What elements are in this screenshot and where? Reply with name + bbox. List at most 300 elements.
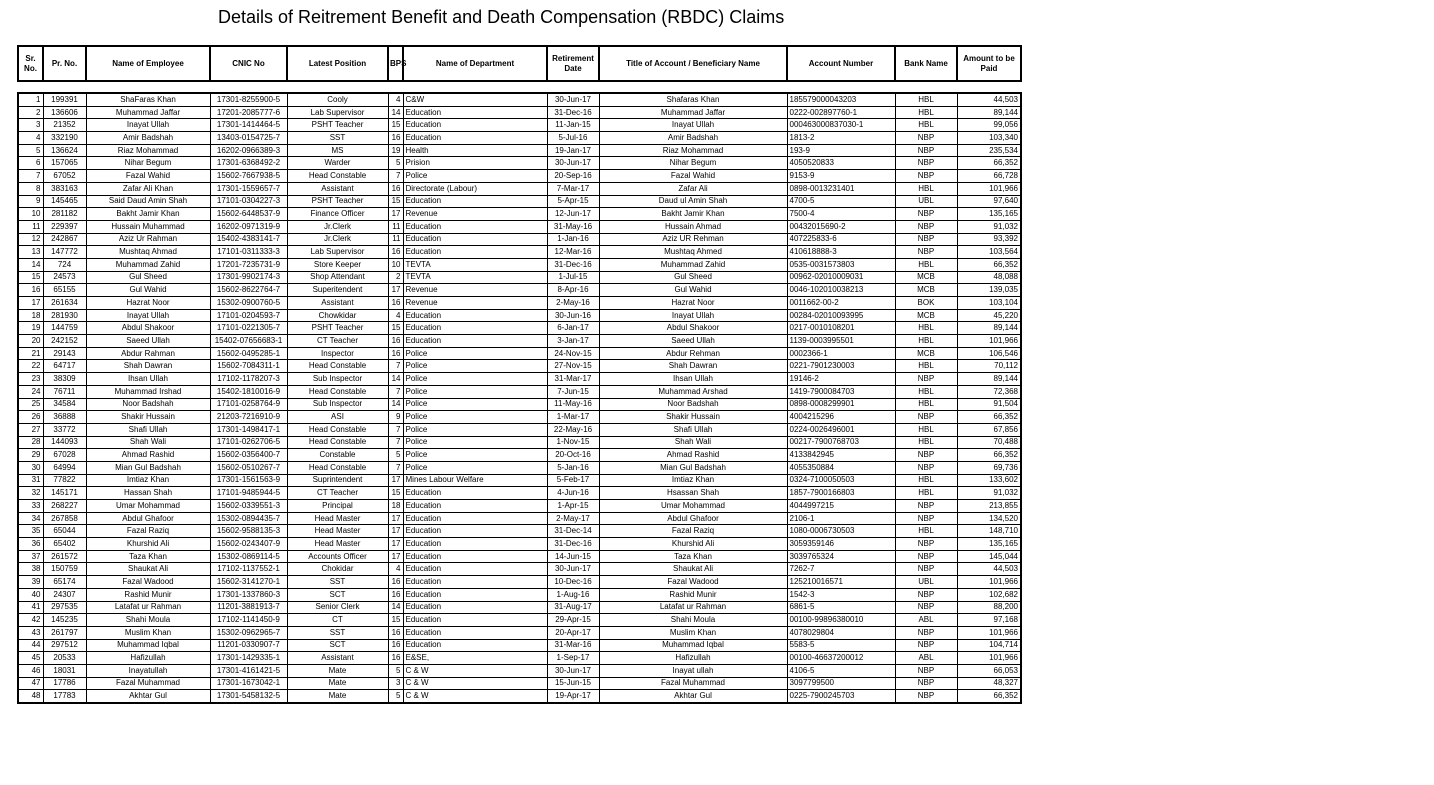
col-account-number-cell: 193-9: [787, 144, 895, 157]
col-department-cell: C & W: [403, 677, 547, 690]
col-pr-no-cell: 65044: [43, 525, 86, 538]
col-bps-cell: 3: [388, 677, 403, 690]
col-position-cell: Head Constable: [287, 360, 388, 373]
col-account-number-cell: 4106-5: [787, 664, 895, 677]
col-employee-name-cell: Abdur Rahman: [86, 347, 210, 360]
col-sr-no-cell: 35: [18, 525, 43, 538]
col-account-title-cell: Khurshid Ali: [599, 538, 787, 551]
col-account-title-cell: Mushtaq Ahmed: [599, 246, 787, 259]
col-bps-cell: 7: [388, 461, 403, 474]
col-cnic-cell: 15602-6448537-9: [210, 208, 287, 221]
col-bank-cell: HBL: [895, 474, 957, 487]
col-position-cell: Senior Clerk: [287, 601, 388, 614]
table-row: [18, 588, 1021, 601]
col-bps-cell: 17: [388, 550, 403, 563]
col-amount-cell: 66,352: [957, 690, 1021, 703]
col-pr-no-cell: 145465: [43, 195, 86, 208]
col-account-title-cell: Shakir Hussain: [599, 411, 787, 424]
col-account-title-cell: Muslim Khan: [599, 626, 787, 639]
col-retirement-date-cell: 1-Nov-15: [547, 436, 599, 449]
col-cnic-cell: 17101-0262706-5: [210, 436, 287, 449]
col-bank-cell: NBP: [895, 461, 957, 474]
col-account-title-cell: Shah Dawran: [599, 360, 787, 373]
col-amount-cell: 45,220: [957, 309, 1021, 322]
col-bps-cell: 15: [388, 322, 403, 335]
col-bps-cell: 16: [388, 626, 403, 639]
col-account-number-cell: 0224-0026496001: [787, 423, 895, 436]
col-retirement-date-cell: 12-Jun-17: [547, 208, 599, 221]
col-pr-no-cell: 64994: [43, 461, 86, 474]
col-sr-no-cell: 13: [18, 246, 43, 259]
table-row: [18, 385, 1021, 398]
col-bps-cell: 10: [388, 258, 403, 271]
col-employee-name-cell: Gul Sheed: [86, 271, 210, 284]
col-account-title-cell: Shafaras Khan: [599, 93, 787, 106]
col-account-number-cell: 00217-7900768703: [787, 436, 895, 449]
col-amount-cell: 101,966: [957, 335, 1021, 348]
col-employee-name-cell: ShaFaras Khan: [86, 93, 210, 106]
col-account-number-cell: 0898-0008299901: [787, 398, 895, 411]
col-department-cell: TEVTA: [403, 258, 547, 271]
col-pr-no-cell: 242867: [43, 233, 86, 246]
col-amount-cell: 97,640: [957, 195, 1021, 208]
col-pr-no-cell: 77822: [43, 474, 86, 487]
col-department-cell: Police: [403, 170, 547, 183]
col-sr-no-cell: 48: [18, 690, 43, 703]
col-bank-cell: NBP: [895, 500, 957, 513]
col-sr-no-cell: 25: [18, 398, 43, 411]
col-position-cell: Principal: [287, 500, 388, 513]
col-position-cell: PSHT Teacher: [287, 195, 388, 208]
col-bps-cell: 14: [388, 601, 403, 614]
table-row: [18, 500, 1021, 513]
col-bps-cell: 17: [388, 208, 403, 221]
col-position-cell: Head Constable: [287, 461, 388, 474]
col-employee-name-cell: Hassan Shah: [86, 487, 210, 500]
col-cnic-cell: 11201-3881913-7: [210, 601, 287, 614]
col-sr-no-cell: 16: [18, 284, 43, 297]
table-row: [18, 195, 1021, 208]
col-cnic-cell: 17301-4161421-5: [210, 664, 287, 677]
col-bank-cell: HBL: [895, 360, 957, 373]
col-account-title-cell: Nihar Begum: [599, 157, 787, 170]
col-account-title-cell: Fazal Muhammad: [599, 677, 787, 690]
col-employee-name-cell: Zafar Ali Khan: [86, 182, 210, 195]
col-account-number-cell: 4700-5: [787, 195, 895, 208]
col-amount-cell: 103,340: [957, 132, 1021, 145]
col-sr-no-cell: 44: [18, 639, 43, 652]
col-employee-name-cell: Shah Wali: [86, 436, 210, 449]
col-bps-cell: 15: [388, 119, 403, 132]
col-pr-no-cell: 332190: [43, 132, 86, 145]
table-row: [18, 347, 1021, 360]
col-account-number-cell: 19146-2: [787, 373, 895, 386]
col-amount-cell: 99,056: [957, 119, 1021, 132]
col-account-title-cell: Gul Sheed: [599, 271, 787, 284]
col-position-cell: Head Constable: [287, 385, 388, 398]
col-cnic-cell: 15402-4383141-7: [210, 233, 287, 246]
table-row: [18, 614, 1021, 627]
col-retirement-date-cell: 1-Jul-15: [547, 271, 599, 284]
col-amount-cell: 72,368: [957, 385, 1021, 398]
col-sr-no-cell: 42: [18, 614, 43, 627]
col-account-number-cell: 7262-7: [787, 563, 895, 576]
col-account-number-cell: 1813-2: [787, 132, 895, 145]
col-cnic-cell: 15602-0495285-1: [210, 347, 287, 360]
col-account-number-cell: 4044997215: [787, 500, 895, 513]
table-row: [18, 563, 1021, 576]
col-amount-cell: 104,714: [957, 639, 1021, 652]
col-bps-cell: 5: [388, 157, 403, 170]
col-employee-name-cell: Noor Badshah: [86, 398, 210, 411]
col-account-number-cell: 0221-7901230003: [787, 360, 895, 373]
table-row: [18, 601, 1021, 614]
col-sr-no-cell: 11: [18, 220, 43, 233]
col-employee-name-cell: Riaz Mohammad: [86, 144, 210, 157]
col-department-cell: Directorate (Labour): [403, 182, 547, 195]
col-retirement-date-cell: 29-Apr-15: [547, 614, 599, 627]
col-amount-cell: 91,032: [957, 220, 1021, 233]
col-department-cell: TEVTA: [403, 271, 547, 284]
table-row: [18, 373, 1021, 386]
col-employee-name-cell: Shahi Moula: [86, 614, 210, 627]
col-employee-name-cell: Ahmad Rashid: [86, 449, 210, 462]
col-employee-name-cell: Muhammad Zahid: [86, 258, 210, 271]
col-department-cell: Education: [403, 538, 547, 551]
col-account-number-cell: 4050520833: [787, 157, 895, 170]
col-account-title-cell: Abdul Ghafoor: [599, 512, 787, 525]
table-row: [18, 284, 1021, 297]
col-amount-cell: 145,044: [957, 550, 1021, 563]
col-account-number-cell: 4133842945: [787, 449, 895, 462]
col-bps-cell: 16: [388, 576, 403, 589]
col-amount-cell: 66,352: [957, 449, 1021, 462]
col-pr-no-cell: 38309: [43, 373, 86, 386]
col-cnic-cell: 15602-0243407-9: [210, 538, 287, 551]
table-row: [18, 258, 1021, 271]
col-pr-no-cell: 281930: [43, 309, 86, 322]
table-row: [18, 550, 1021, 563]
col-cnic-cell: 17301-1414464-5: [210, 119, 287, 132]
col-account-title-cell: Taza Khan: [599, 550, 787, 563]
col-employee-name-cell: Mushtaq Ahmad: [86, 246, 210, 259]
col-position-cell: Jr.Clerk: [287, 233, 388, 246]
col-position-cell: Shop Attendant: [287, 271, 388, 284]
col-bps-cell: 4: [388, 563, 403, 576]
col-retirement-date-cell: 19-Jan-17: [547, 144, 599, 157]
col-bank-cell: NBP: [895, 538, 957, 551]
table-row: [18, 309, 1021, 322]
col-bank-cell: NBP: [895, 373, 957, 386]
col-amount-cell: 135,165: [957, 208, 1021, 221]
col-sr-no-cell: 45: [18, 652, 43, 665]
col-account-title-cell: Inayat Ullah: [599, 119, 787, 132]
col-position-cell: Lab Supervisor: [287, 106, 388, 119]
col-retirement-date-cell: 31-Dec-16: [547, 258, 599, 271]
col-amount-cell: 103,104: [957, 297, 1021, 310]
col-cnic-cell: 15602-3141270-1: [210, 576, 287, 589]
col-employee-name-cell: Fazal Wahid: [86, 170, 210, 183]
col-amount-cell: 101,966: [957, 652, 1021, 665]
col-employee-name-cell: Muhammad Iqbal: [86, 639, 210, 652]
col-bps-cell: 15: [388, 195, 403, 208]
col-account-number-cell: 1857-7900166803: [787, 487, 895, 500]
col-account-number-cell: 0324-7100050503: [787, 474, 895, 487]
col-department-cell: E&SE,: [403, 652, 547, 665]
col-pr-no-cell: 20533: [43, 652, 86, 665]
col-position-cell: Head Constable: [287, 170, 388, 183]
col-pr-no-cell: 145171: [43, 487, 86, 500]
col-amount-cell: 91,032: [957, 487, 1021, 500]
col-account-number-cell: 9153-9: [787, 170, 895, 183]
col-bank-cell: HBL: [895, 322, 957, 335]
col-employee-name-cell: Shafi Ullah: [86, 423, 210, 436]
col-account-title-cell: Rashid Munir: [599, 588, 787, 601]
col-cnic-cell: 17301-9902174-3: [210, 271, 287, 284]
col-department-cell: C&W: [403, 93, 547, 106]
col-account-number-cell: 0217-0010108201: [787, 322, 895, 335]
col-cnic-cell: 17101-9485944-5: [210, 487, 287, 500]
col-bank-cell: HBL: [895, 106, 957, 119]
col-cnic-cell: 15602-7667938-5: [210, 170, 287, 183]
col-account-number-cell: 1419-7900084703: [787, 385, 895, 398]
col-account-number-cell: 4004215296: [787, 411, 895, 424]
table-row: [18, 538, 1021, 551]
col-pr-no-header: Pr. No.: [43, 46, 86, 81]
col-bps-cell: 7: [388, 436, 403, 449]
col-cnic-cell: 15402-07656683-1: [210, 335, 287, 348]
col-account-number-cell: 1542-3: [787, 588, 895, 601]
col-position-cell: SCT: [287, 639, 388, 652]
col-bps-cell: 16: [388, 246, 403, 259]
col-cnic-cell: 17301-1337860-3: [210, 588, 287, 601]
col-bank-cell: NBP: [895, 144, 957, 157]
col-retirement-date-cell: 1-Mar-17: [547, 411, 599, 424]
col-bank-cell: HBL: [895, 119, 957, 132]
col-cnic-cell: 17301-1559657-7: [210, 182, 287, 195]
col-department-cell: Education: [403, 220, 547, 233]
col-cnic-cell: 17102-1178207-3: [210, 373, 287, 386]
table-row: [18, 398, 1021, 411]
table-row: [18, 664, 1021, 677]
col-cnic-cell: 17301-1498417-1: [210, 423, 287, 436]
table-row: [18, 271, 1021, 284]
col-position-cell: Head Constable: [287, 423, 388, 436]
col-employee-name-cell: Amir Badshah: [86, 132, 210, 145]
col-amount-cell: 135,165: [957, 538, 1021, 551]
col-retirement-date-cell: 11-Jan-15: [547, 119, 599, 132]
col-employee-name-cell: Saeed Ullah: [86, 335, 210, 348]
col-employee-name-cell: Imtiaz Khan: [86, 474, 210, 487]
col-position-cell: Assistant: [287, 652, 388, 665]
col-position-cell: Finance Officer: [287, 208, 388, 221]
table-row: [18, 474, 1021, 487]
col-account-title-cell: Akhtar Gul: [599, 690, 787, 703]
col-amount-cell: 66,053: [957, 664, 1021, 677]
col-employee-name-cell: Rashid Munir: [86, 588, 210, 601]
col-bank-cell: NBP: [895, 563, 957, 576]
col-account-title-cell: Hazrat Noor: [599, 297, 787, 310]
col-department-cell: Police: [403, 360, 547, 373]
col-department-cell: Education: [403, 626, 547, 639]
col-account-number-cell: 0898-0013231401: [787, 182, 895, 195]
col-account-number-cell: 3097799500: [787, 677, 895, 690]
col-pr-no-cell: 64717: [43, 360, 86, 373]
col-account-number-cell: 1139-0003995501: [787, 335, 895, 348]
col-amount-cell: 44,503: [957, 563, 1021, 576]
col-amount-cell: 97,168: [957, 614, 1021, 627]
col-cnic-cell: 17102-1141450-9: [210, 614, 287, 627]
col-sr-no-cell: 40: [18, 588, 43, 601]
col-sr-no-cell: 39: [18, 576, 43, 589]
col-bps-cell: 7: [388, 385, 403, 398]
col-bank-cell: NBP: [895, 550, 957, 563]
col-account-title-cell: Muhammad Zahid: [599, 258, 787, 271]
col-bank-cell: NBP: [895, 588, 957, 601]
col-position-cell: Head Master: [287, 525, 388, 538]
col-position-cell: Sub Inspector: [287, 373, 388, 386]
col-employee-name-cell: Hussain Muhammad: [86, 220, 210, 233]
table-row: [18, 182, 1021, 195]
col-department-cell: Education: [403, 550, 547, 563]
col-amount-cell: 102,682: [957, 588, 1021, 601]
col-employee-name-cell: Ihsan Ullah: [86, 373, 210, 386]
col-account-number-cell: 00432015690-2: [787, 220, 895, 233]
col-cnic-cell: 17101-0311333-3: [210, 246, 287, 259]
col-bps-cell: 5: [388, 664, 403, 677]
col-employee-name-cell: Abdul Ghafoor: [86, 512, 210, 525]
table-row: [18, 132, 1021, 145]
col-bps-cell: 18: [388, 500, 403, 513]
col-sr-no-cell: 37: [18, 550, 43, 563]
table-row: [18, 411, 1021, 424]
col-employee-name-cell: Mian Gul Badshah: [86, 461, 210, 474]
col-employee-name-cell: Nihar Begum: [86, 157, 210, 170]
col-position-cell: Chowkidar: [287, 309, 388, 322]
table-row: [18, 93, 1021, 106]
col-account-title-cell: Shafi Ullah: [599, 423, 787, 436]
col-pr-no-cell: 199391: [43, 93, 86, 106]
col-sr-no-cell: 46: [18, 664, 43, 677]
col-department-cell: Police: [403, 373, 547, 386]
col-position-cell: Sub Inspector: [287, 398, 388, 411]
col-amount-cell: 93,392: [957, 233, 1021, 246]
col-pr-no-cell: 242152: [43, 335, 86, 348]
col-sr-no-cell: 22: [18, 360, 43, 373]
col-bps-cell: 17: [388, 284, 403, 297]
col-employee-name-cell: Inayatullah: [86, 664, 210, 677]
col-position-cell: CT: [287, 614, 388, 627]
col-position-cell: Mate: [287, 690, 388, 703]
col-pr-no-cell: 29143: [43, 347, 86, 360]
col-sr-no-cell: 5: [18, 144, 43, 157]
col-department-cell: Police: [403, 423, 547, 436]
col-employee-name-cell: Shakir Hussain: [86, 411, 210, 424]
col-pr-no-cell: 261634: [43, 297, 86, 310]
col-retirement-date-cell: 14-Jun-15: [547, 550, 599, 563]
col-cnic-cell: 17101-0221305-7: [210, 322, 287, 335]
col-cnic-cell: 15602-7084311-1: [210, 360, 287, 373]
col-sr-no-cell: 23: [18, 373, 43, 386]
col-bank-cell: HBL: [895, 423, 957, 436]
col-pr-no-cell: 261797: [43, 626, 86, 639]
col-bps-cell: 16: [388, 132, 403, 145]
col-cnic-cell: 11201-0330907-7: [210, 639, 287, 652]
col-department-cell: Education: [403, 601, 547, 614]
col-pr-no-cell: 144759: [43, 322, 86, 335]
col-sr-no-cell: 29: [18, 449, 43, 462]
col-bank-cell: NBP: [895, 220, 957, 233]
col-bank-cell: NBP: [895, 157, 957, 170]
col-sr-no-cell: 30: [18, 461, 43, 474]
col-account-number-cell: 0222-002897760-1: [787, 106, 895, 119]
col-cnic-cell: 15302-0869114-5: [210, 550, 287, 563]
col-bank-cell: NBP: [895, 208, 957, 221]
col-pr-no-cell: 24307: [43, 588, 86, 601]
table-row: [18, 106, 1021, 119]
col-account-title-cell: Ahmad Rashid: [599, 449, 787, 462]
col-sr-no-cell: 6: [18, 157, 43, 170]
col-account-title-header: Title of Account / Beneficiary Name: [599, 46, 787, 81]
col-retirement-date-cell: 31-Dec-14: [547, 525, 599, 538]
col-bank-cell: NBP: [895, 411, 957, 424]
col-account-title-cell: Fazal Wahid: [599, 170, 787, 183]
table-row: [18, 220, 1021, 233]
col-cnic-cell: 17101-0258764-9: [210, 398, 287, 411]
table-row: [18, 487, 1021, 500]
col-bank-cell: NBP: [895, 449, 957, 462]
col-employee-name-cell: Gul Wahid: [86, 284, 210, 297]
col-amount-cell: 103,564: [957, 246, 1021, 259]
col-retirement-date-cell: 12-Mar-16: [547, 246, 599, 259]
col-bank-cell: NBP: [895, 132, 957, 145]
col-bps-cell: 14: [388, 398, 403, 411]
col-cnic-cell: 15602-0339551-3: [210, 500, 287, 513]
col-sr-no-cell: 19: [18, 322, 43, 335]
col-amount-header: Amount to be Paid: [957, 46, 1021, 81]
col-bank-cell: UBL: [895, 576, 957, 589]
col-position-cell: SCT: [287, 588, 388, 601]
col-position-cell: Warder: [287, 157, 388, 170]
col-department-cell: Education: [403, 132, 547, 145]
col-retirement-date-cell: 20-Sep-16: [547, 170, 599, 183]
col-employee-name-cell: Muhammad Jaffar: [86, 106, 210, 119]
table-row: [18, 170, 1021, 183]
col-bps-cell: 4: [388, 93, 403, 106]
col-position-cell: Head Master: [287, 512, 388, 525]
col-bank-cell: NBP: [895, 677, 957, 690]
col-account-number-cell: 4078029804: [787, 626, 895, 639]
table-row: [18, 449, 1021, 462]
table-row: [18, 639, 1021, 652]
col-cnic-cell: 15602-8622764-7: [210, 284, 287, 297]
col-account-number-cell: 0535-0031573803: [787, 258, 895, 271]
col-sr-no-cell: 8: [18, 182, 43, 195]
col-bps-cell: 17: [388, 474, 403, 487]
col-cnic-cell: 15402-1810016-9: [210, 385, 287, 398]
col-account-title-cell: Fazal Wadood: [599, 576, 787, 589]
col-cnic-cell: 15602-0356400-7: [210, 449, 287, 462]
col-account-title-cell: Aziz UR Rehman: [599, 233, 787, 246]
table-row: [18, 512, 1021, 525]
col-account-number-cell: 4055350884: [787, 461, 895, 474]
claims-table: [17, 92, 1022, 704]
col-department-cell: Police: [403, 411, 547, 424]
col-department-cell: Police: [403, 461, 547, 474]
col-pr-no-cell: 67028: [43, 449, 86, 462]
col-sr-no-cell: 36: [18, 538, 43, 551]
col-retirement-date-cell: 1-Aug-16: [547, 588, 599, 601]
